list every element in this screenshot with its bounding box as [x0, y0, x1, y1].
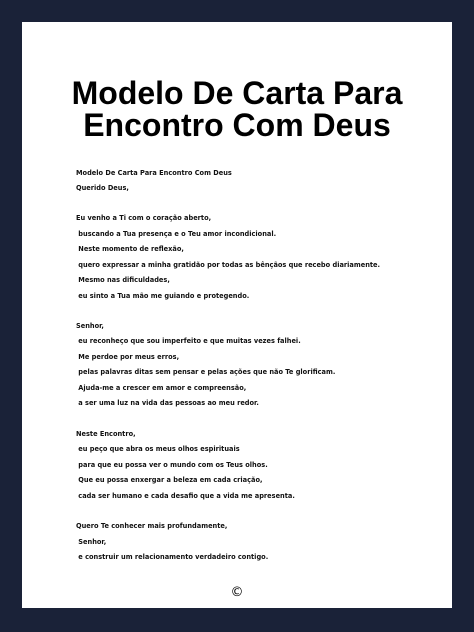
paragraph-3-line: para que eu possa ver o mundo com os Teus olhos.: [76, 461, 268, 469]
paragraph-4-line: Quero Te conhecer mais profundamente,: [76, 522, 228, 530]
paragraph-1-line: Mesmo nas dificuldades,: [76, 276, 170, 284]
paragraph-2-line: Me perdoe por meus erros,: [76, 353, 180, 361]
paragraph-3-line: Neste Encontro,: [76, 430, 136, 438]
paragraph-2-line: a ser uma luz na vida das pessoas ao meu redor.: [76, 399, 259, 407]
paragraph-3-line: cada ser humano e cada desafio que a vida me apresenta.: [76, 492, 295, 500]
paragraph-3-line: eu peço que abra os meus olhos espirituais: [76, 445, 240, 453]
paragraph-4-line: Senhor,: [76, 538, 107, 546]
paragraph-2-line: Ajuda-me a crescer em amor e compreensão,: [76, 384, 247, 392]
title-line-1: Modelo De Carta Para: [71, 75, 403, 111]
page-title: [22, 77, 452, 141]
paragraph-1-line: buscando a Tua presença e o Teu amor incondicional.: [76, 230, 277, 238]
letter-greeting: Querido Deus,: [76, 184, 129, 192]
paragraph-1-line: Neste momento de reflexão,: [76, 245, 184, 253]
paragraph-3-line: Que eu possa enxergar a beleza em cada criação,: [76, 476, 263, 484]
paragraph-1-line: quero expressar a minha gratidão por todas as bênçãos que recebo diariamente.: [76, 261, 381, 269]
paragraph-2-line: Senhor,: [76, 322, 104, 330]
paragraph-2-line: pelas palavras ditas sem pensar e pelas ações que não Te glorificam.: [76, 368, 336, 376]
paragraph-1-line: Eu venho a Ti com o coração aberto,: [76, 214, 212, 222]
paragraph-1-line: eu sinto a Tua mão me guiando e protegendo.: [76, 292, 250, 300]
title-line-2: Encontro Com Deus: [83, 107, 391, 143]
paragraph-4-line: e construir um relacionamento verdadeiro contigo.: [76, 553, 269, 561]
copyright-icon: ©: [230, 585, 244, 600]
paragraph-2-line: eu reconheço que sou imperfeito e que muitas vezes falhei.: [76, 337, 301, 345]
letter-heading: Modelo De Carta Para Encontro Com Deus: [76, 169, 232, 177]
document-page: [22, 22, 452, 608]
